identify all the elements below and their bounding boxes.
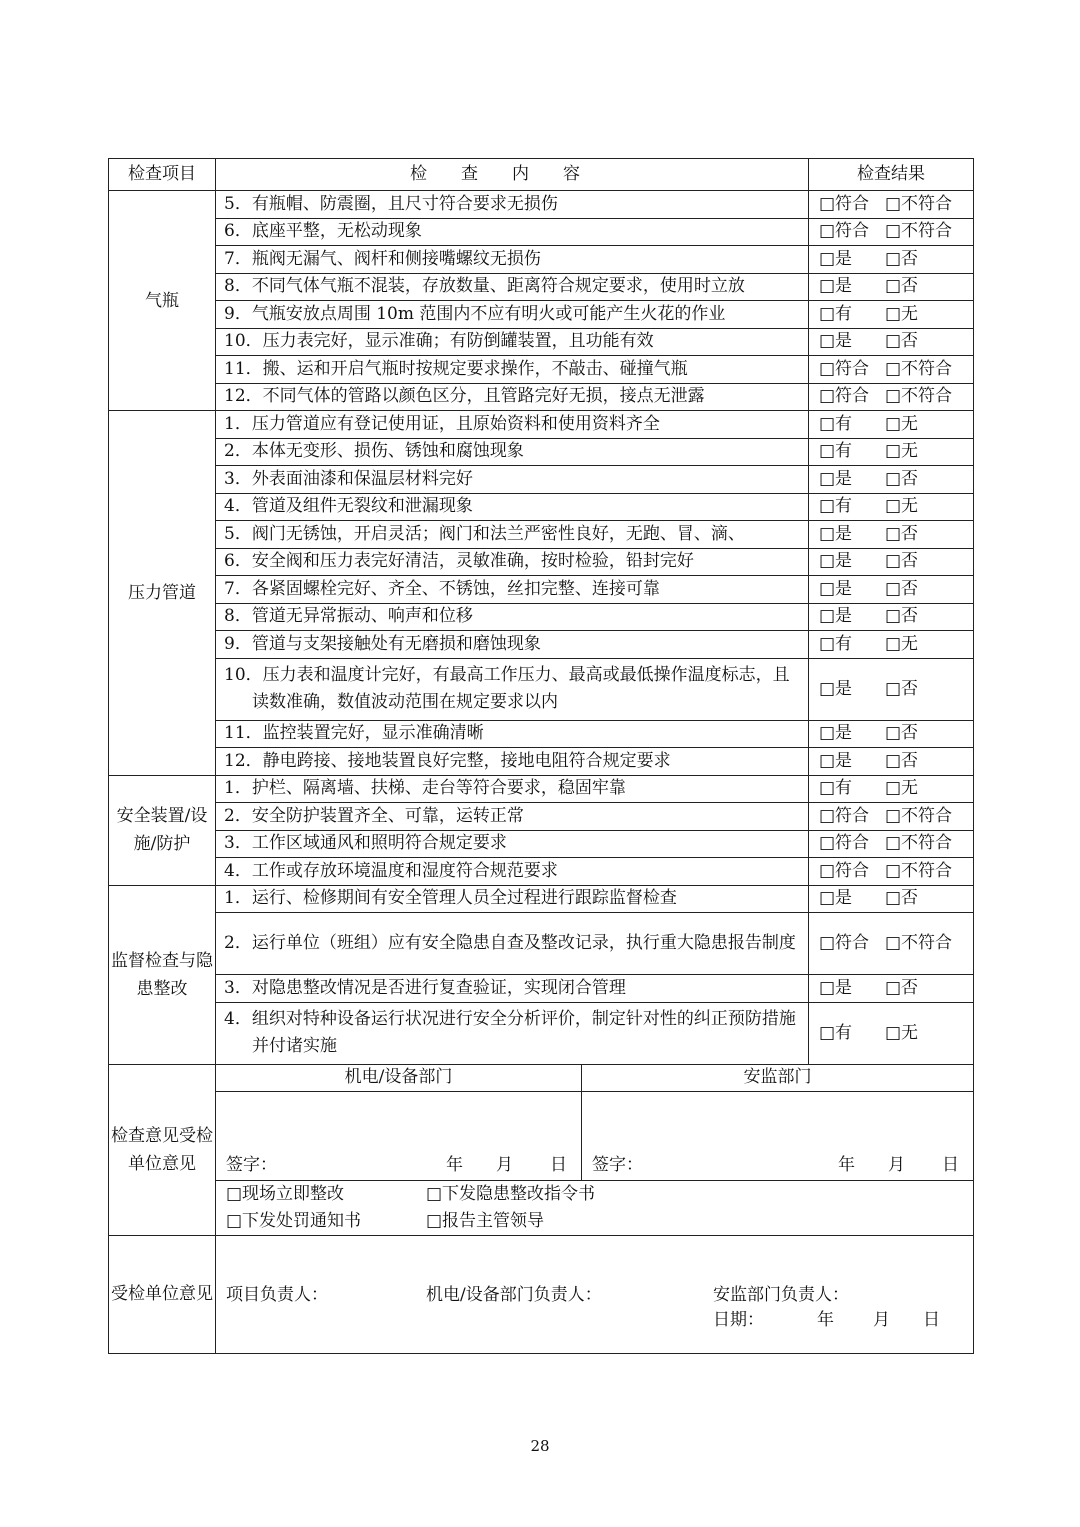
result-option[interactable]: □是 bbox=[819, 276, 853, 297]
check-text: 7．各紧固螺栓完好、齐全、不锈蚀，丝扣完整、连接可靠 bbox=[224, 578, 660, 599]
check-result bbox=[809, 803, 974, 831]
check-text: 8．不同气体气瓶不混装，存放数量、距离符合规定要求，使用时立放 bbox=[224, 276, 745, 297]
table-row bbox=[109, 493, 974, 521]
check-content bbox=[216, 576, 809, 604]
result-option[interactable]: □不符合 bbox=[885, 221, 953, 242]
check-result bbox=[809, 720, 974, 748]
result-option[interactable]: □是 bbox=[819, 248, 853, 269]
result-option[interactable]: □符合 bbox=[819, 221, 870, 242]
check-result bbox=[809, 885, 974, 913]
opinion-inner bbox=[216, 1065, 973, 1180]
result-option[interactable]: □不符合 bbox=[885, 833, 953, 854]
check-text: 2．安全防护装置齐全、可靠，运转正常 bbox=[224, 805, 524, 826]
result-option[interactable]: □否 bbox=[885, 977, 919, 998]
actions-row bbox=[109, 1180, 974, 1235]
result-option[interactable]: □是 bbox=[819, 678, 853, 699]
check-result bbox=[809, 576, 974, 604]
opinion-category bbox=[109, 1064, 216, 1235]
action-option[interactable]: □下发隐患整改指令书 bbox=[426, 1183, 596, 1204]
result-option[interactable]: □有 bbox=[819, 413, 853, 434]
project-lead-label[interactable]: 项目负责人： bbox=[226, 1285, 328, 1305]
table-row bbox=[109, 301, 974, 329]
dept-header-row bbox=[216, 1065, 973, 1092]
check-content bbox=[216, 803, 809, 831]
table-row bbox=[109, 748, 974, 776]
table-row bbox=[109, 1002, 974, 1064]
result-option[interactable]: □不符合 bbox=[885, 358, 953, 379]
year-label: 年 bbox=[817, 1310, 834, 1330]
inspection-form bbox=[108, 158, 974, 1354]
check-result bbox=[809, 411, 974, 439]
check-result bbox=[809, 493, 974, 521]
check-content bbox=[216, 301, 809, 329]
result-option[interactable]: □符合 bbox=[819, 193, 870, 214]
sign-row bbox=[216, 1091, 973, 1180]
check-text: 12．静电跨接、接地装置良好完整，接地电阻符合规定要求 bbox=[224, 750, 671, 771]
check-result bbox=[809, 775, 974, 803]
check-content bbox=[216, 438, 809, 466]
result-option[interactable]: □是 bbox=[819, 723, 853, 744]
result-option[interactable]: □否 bbox=[885, 248, 919, 269]
check-result bbox=[809, 858, 974, 886]
result-option[interactable]: □符合 bbox=[819, 805, 870, 826]
page-number: 28 bbox=[530, 1437, 550, 1455]
result-option[interactable]: □否 bbox=[885, 888, 919, 909]
table-row bbox=[109, 356, 974, 384]
result-option[interactable]: □无 bbox=[885, 441, 919, 462]
check-content bbox=[216, 885, 809, 913]
date-label[interactable]: 日期： bbox=[713, 1310, 764, 1330]
result-option[interactable]: □是 bbox=[819, 606, 853, 627]
check-text: 2．运行单位（班组）应有安全隐患自查及整改记录，执行重大隐患报告制度 bbox=[224, 933, 796, 953]
check-content bbox=[216, 658, 809, 720]
check-text: 3．外表面油漆和保温层材料完好 bbox=[224, 468, 473, 489]
result-option[interactable]: □无 bbox=[885, 413, 919, 434]
opinion-signatures bbox=[216, 1064, 974, 1180]
result-option[interactable]: □否 bbox=[885, 276, 919, 297]
sign-cell-left bbox=[216, 1091, 582, 1180]
table-row bbox=[109, 383, 974, 411]
result-option[interactable]: □符合 bbox=[819, 833, 870, 854]
header-result: 检查结果 bbox=[809, 159, 974, 191]
check-text: 3．对隐患整改情况是否进行复查验证，实现闭合管理 bbox=[224, 977, 626, 998]
check-text: 8．管道无异常振动、响声和位移 bbox=[224, 606, 473, 627]
result-option[interactable]: □有 bbox=[819, 1022, 853, 1043]
table-row bbox=[109, 521, 974, 549]
result-option[interactable]: □否 bbox=[885, 468, 919, 489]
date-line bbox=[713, 1308, 940, 1333]
table-row bbox=[109, 775, 974, 803]
check-content bbox=[216, 830, 809, 858]
check-result bbox=[809, 466, 974, 494]
result-option[interactable]: □否 bbox=[885, 523, 919, 544]
result-option[interactable]: □是 bbox=[819, 750, 853, 771]
result-option[interactable]: □无 bbox=[885, 496, 919, 517]
result-option[interactable]: □无 bbox=[885, 1022, 919, 1043]
table-row bbox=[109, 631, 974, 659]
check-result bbox=[809, 548, 974, 576]
check-content bbox=[216, 411, 809, 439]
table-row bbox=[109, 328, 974, 356]
acceptance-row bbox=[109, 1235, 974, 1353]
acceptance-line bbox=[226, 1283, 963, 1333]
check-result bbox=[809, 603, 974, 631]
result-option[interactable]: □是 bbox=[819, 578, 853, 599]
table-row bbox=[109, 576, 974, 604]
result-option[interactable]: □是 bbox=[819, 551, 853, 572]
check-text: 4．管道及组件无裂纹和泄漏现象 bbox=[224, 496, 473, 517]
check-result bbox=[809, 748, 974, 776]
check-content bbox=[216, 775, 809, 803]
action-option[interactable]: □现场立即整改 bbox=[226, 1183, 345, 1204]
check-result bbox=[809, 631, 974, 659]
check-content bbox=[216, 218, 809, 246]
check-result bbox=[809, 191, 974, 219]
action-option[interactable]: □报告主管领导 bbox=[426, 1210, 545, 1231]
month-label: 月 bbox=[496, 1154, 513, 1175]
check-content bbox=[216, 383, 809, 411]
table-row bbox=[109, 975, 974, 1003]
check-content bbox=[216, 748, 809, 776]
result-option[interactable]: □不符合 bbox=[885, 933, 953, 953]
check-content bbox=[216, 603, 809, 631]
check-text: 2．本体无变形、损伤、锈蚀和腐蚀现象 bbox=[224, 441, 524, 462]
table-row bbox=[109, 603, 974, 631]
check-text: 1．压力管道应有登记使用证，且原始资料和使用资料齐全 bbox=[224, 413, 660, 434]
check-text: 9．气瓶安放点周围 10m 范围内不应有明火或可能产生火花的作业 bbox=[224, 303, 726, 324]
check-text: 1．护栏、隔离墙、扶梯、走台等符合要求，稳固牢靠 bbox=[224, 778, 626, 799]
result-option[interactable]: □否 bbox=[885, 678, 919, 699]
check-content bbox=[216, 246, 809, 274]
table-row bbox=[109, 191, 974, 219]
check-text: 12．不同气体的管路以颜色区分，且管路完好无损，接点无泄露 bbox=[224, 386, 705, 407]
result-option[interactable]: □是 bbox=[819, 523, 853, 544]
check-content bbox=[216, 975, 809, 1003]
result-option[interactable]: □不符合 bbox=[885, 386, 953, 407]
dept-lead-label[interactable]: 机电/设备部门负责人： bbox=[426, 1285, 602, 1305]
check-result bbox=[809, 658, 974, 720]
dept-left: 机电/设备部门 bbox=[216, 1065, 582, 1092]
table-row bbox=[109, 720, 974, 748]
result-option[interactable]: □有 bbox=[819, 633, 853, 654]
table-row bbox=[109, 803, 974, 831]
result-option[interactable]: □有 bbox=[819, 441, 853, 462]
category-cell: 压力管道 bbox=[109, 411, 216, 776]
category-cell: 监督检查与隐患整改 bbox=[109, 885, 216, 1064]
table-row bbox=[109, 246, 974, 274]
result-option[interactable]: □不符合 bbox=[885, 805, 953, 826]
day-label: 日 bbox=[942, 1154, 959, 1175]
day-label: 日 bbox=[550, 1154, 567, 1175]
result-option[interactable]: □否 bbox=[885, 551, 919, 572]
opinion-category-text: 检查意见受检单位意见 bbox=[111, 1125, 213, 1174]
table-row bbox=[109, 885, 974, 913]
check-result bbox=[809, 328, 974, 356]
check-text: 4．组织对特种设备运行状况进行安全分析评价，制定针对性的纠正预防措施并付诸实施 bbox=[224, 1009, 796, 1056]
table-row bbox=[109, 830, 974, 858]
check-text: 5．有瓶帽、防震圈，且尺寸符合要求无损伤 bbox=[224, 193, 558, 214]
sign-label[interactable]: 签字： bbox=[592, 1154, 643, 1175]
table-row bbox=[109, 438, 974, 466]
result-option[interactable]: □否 bbox=[885, 723, 919, 744]
result-option[interactable]: □有 bbox=[819, 496, 853, 517]
result-option[interactable]: □不符合 bbox=[885, 860, 953, 881]
header-content: 检查内容 bbox=[216, 159, 809, 191]
result-option[interactable]: □有 bbox=[819, 303, 853, 324]
dept-right: 安监部门 bbox=[582, 1065, 974, 1092]
check-text: 10．压力表和温度计完好，有最高工作压力、最高或最低操作温度标志，且读数准确，数值波动范围在规定要求以内 bbox=[224, 665, 790, 712]
category-cell: 气瓶 bbox=[109, 191, 216, 411]
check-text: 5．阀门无锈蚀，开启灵活；阀门和法兰严密性良好，无跑、冒、滴、 bbox=[224, 523, 745, 544]
sign-line bbox=[226, 1153, 567, 1178]
check-text: 9．管道与支架接触处有无磨损和磨蚀现象 bbox=[224, 633, 541, 654]
sign-label[interactable]: 签字： bbox=[226, 1154, 277, 1175]
result-option[interactable]: □有 bbox=[819, 778, 853, 799]
check-text: 1．运行、检修期间有安全管理人员全过程进行跟踪监督检查 bbox=[224, 888, 677, 909]
header-row bbox=[109, 159, 974, 191]
acceptance-category: 受检单位意见 bbox=[109, 1235, 216, 1353]
result-option[interactable]: □符合 bbox=[819, 860, 870, 881]
result-option[interactable]: □否 bbox=[885, 750, 919, 771]
check-result bbox=[809, 1002, 974, 1064]
check-text: 11．监控装置完好，显示准确清晰 bbox=[224, 723, 484, 744]
table-row bbox=[109, 658, 974, 720]
result-option[interactable]: □是 bbox=[819, 888, 853, 909]
table-row bbox=[109, 273, 974, 301]
check-content bbox=[216, 720, 809, 748]
check-result bbox=[809, 830, 974, 858]
safety-lead-block bbox=[713, 1283, 940, 1333]
check-result bbox=[809, 913, 974, 975]
header-item: 检查项目 bbox=[109, 159, 216, 191]
table-row bbox=[109, 466, 974, 494]
result-option[interactable]: □符合 bbox=[819, 933, 870, 953]
result-option[interactable]: □符合 bbox=[819, 386, 870, 407]
check-content bbox=[216, 356, 809, 384]
check-result bbox=[809, 438, 974, 466]
check-content bbox=[216, 631, 809, 659]
check-result bbox=[809, 383, 974, 411]
table-row bbox=[109, 913, 974, 975]
result-option[interactable]: □否 bbox=[885, 606, 919, 627]
table-row bbox=[109, 411, 974, 439]
check-result bbox=[809, 301, 974, 329]
result-option[interactable]: □不符合 bbox=[885, 193, 953, 214]
safety-lead-label[interactable]: 安监部门负责人： bbox=[713, 1285, 849, 1305]
result-option[interactable]: □是 bbox=[819, 977, 853, 998]
year-label: 年 bbox=[838, 1154, 855, 1175]
table-row bbox=[109, 218, 974, 246]
check-result bbox=[809, 521, 974, 549]
check-text: 4．工作或存放环境温度和湿度符合规范要求 bbox=[224, 860, 558, 881]
check-text: 11．搬、运和开启气瓶时按规定要求操作，不敲击、碰撞气瓶 bbox=[224, 358, 688, 379]
sign-line bbox=[592, 1153, 959, 1178]
check-text: 3．工作区域通风和照明符合规定要求 bbox=[224, 833, 507, 854]
check-result bbox=[809, 246, 974, 274]
actions-grid bbox=[226, 1181, 973, 1235]
check-content bbox=[216, 913, 809, 975]
check-content bbox=[216, 1002, 809, 1064]
check-content bbox=[216, 521, 809, 549]
result-option[interactable]: □无 bbox=[885, 778, 919, 799]
check-content bbox=[216, 466, 809, 494]
table-row bbox=[109, 858, 974, 886]
check-result bbox=[809, 356, 974, 384]
result-option[interactable]: □是 bbox=[819, 331, 853, 352]
actions-cell bbox=[216, 1180, 974, 1235]
month-label: 月 bbox=[888, 1154, 905, 1175]
check-result bbox=[809, 218, 974, 246]
acceptance-signatures bbox=[216, 1235, 974, 1353]
result-option[interactable]: □无 bbox=[885, 303, 919, 324]
check-text: 6．底座平整，无松动现象 bbox=[224, 221, 422, 242]
year-label: 年 bbox=[446, 1154, 463, 1175]
result-option[interactable]: □否 bbox=[885, 331, 919, 352]
check-content bbox=[216, 858, 809, 886]
check-content bbox=[216, 273, 809, 301]
check-text: 6．安全阀和压力表完好清洁，灵敏准确，按时检验，铅封完好 bbox=[224, 551, 694, 572]
result-option[interactable]: □是 bbox=[819, 468, 853, 489]
check-content bbox=[216, 191, 809, 219]
result-option[interactable]: □符合 bbox=[819, 358, 870, 379]
check-result bbox=[809, 975, 974, 1003]
check-content bbox=[216, 328, 809, 356]
check-content bbox=[216, 548, 809, 576]
check-content bbox=[216, 493, 809, 521]
result-option[interactable]: □无 bbox=[885, 633, 919, 654]
check-text: 7．瓶阀无漏气、阀杆和侧接嘴螺纹无损伤 bbox=[224, 248, 541, 269]
check-text: 10．压力表完好，显示准确；有防倒罐装置，且功能有效 bbox=[224, 331, 654, 352]
category-cell: 安全装置/设施/防护 bbox=[109, 775, 216, 885]
result-option[interactable]: □否 bbox=[885, 578, 919, 599]
action-option[interactable]: □下发处罚通知书 bbox=[226, 1210, 362, 1231]
opinion-row bbox=[109, 1064, 974, 1180]
table-row bbox=[109, 548, 974, 576]
check-result bbox=[809, 273, 974, 301]
day-label: 日 bbox=[923, 1310, 940, 1330]
sign-cell-right bbox=[582, 1091, 974, 1180]
month-label: 月 bbox=[873, 1310, 890, 1330]
